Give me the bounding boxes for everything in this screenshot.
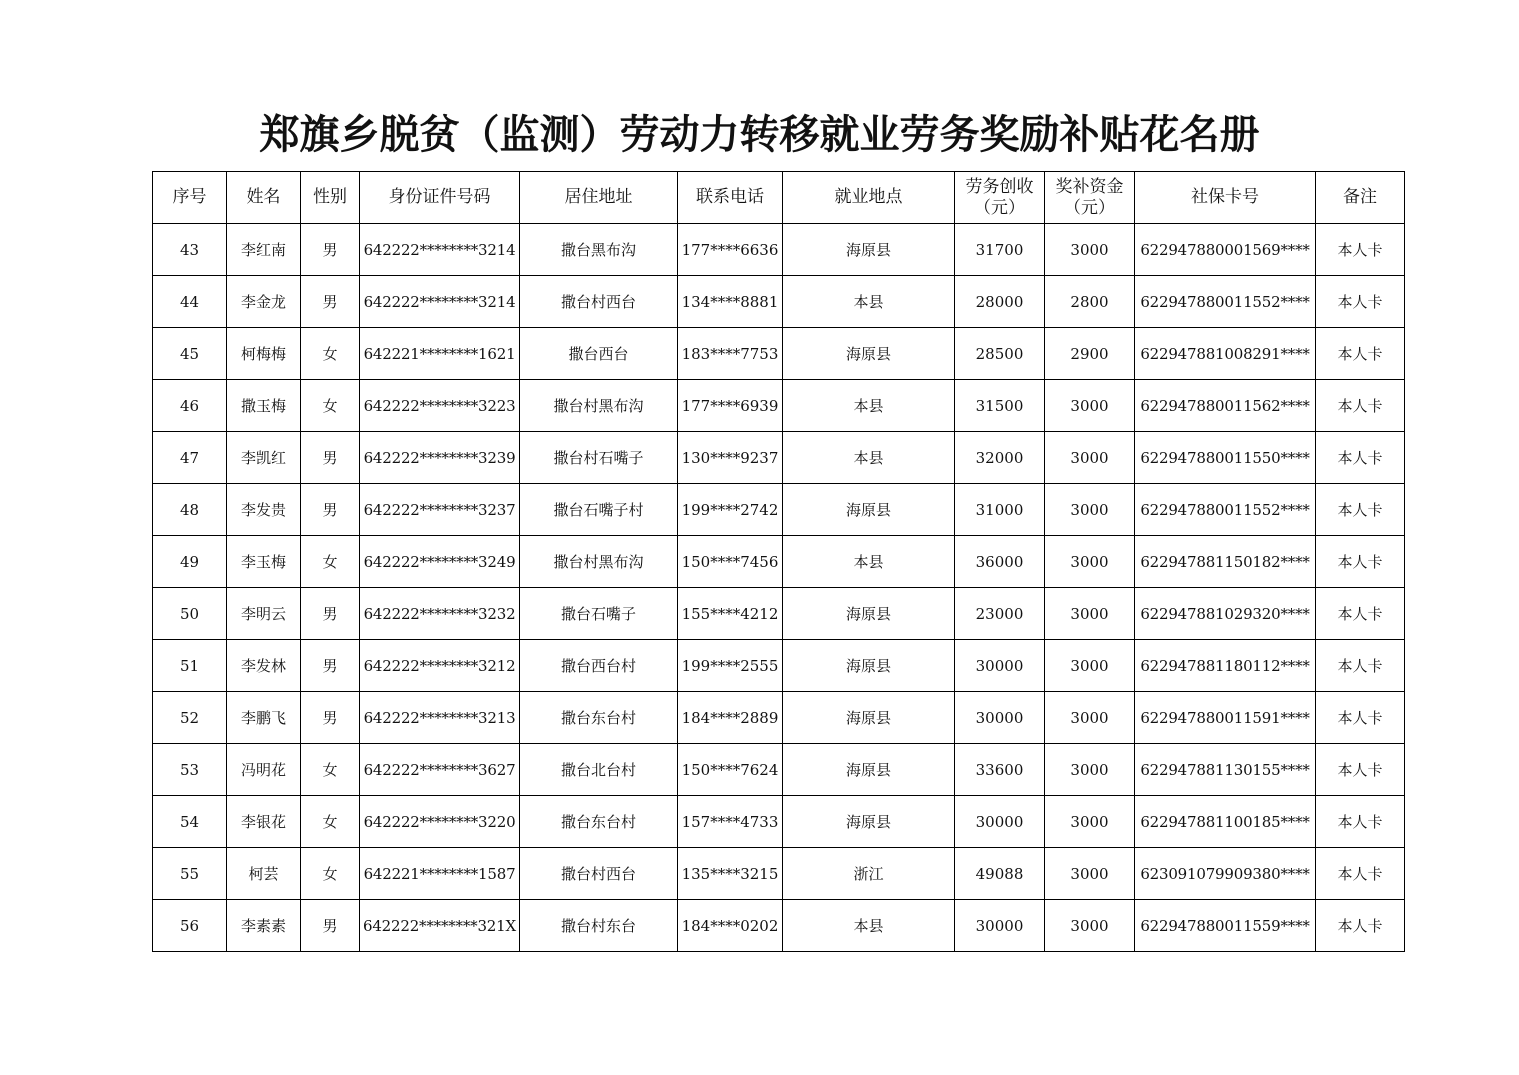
cell-phone: 183****7753 [678, 328, 783, 380]
cell-subsidy: 3000 [1045, 692, 1135, 744]
cell-seq: 51 [153, 640, 227, 692]
cell-card: 622947880011591**** [1135, 692, 1316, 744]
cell-subsidy: 3000 [1045, 432, 1135, 484]
cell-work-place: 本县 [783, 536, 955, 588]
cell-id-number: 642222********3212 [360, 640, 520, 692]
cell-work-place: 本县 [783, 432, 955, 484]
cell-id-number: 642222********3249 [360, 536, 520, 588]
cell-work-place: 本县 [783, 380, 955, 432]
cell-name: 李鹏飞 [227, 692, 301, 744]
table-row [153, 328, 1405, 380]
cell-name: 撒玉梅 [227, 380, 301, 432]
cell-income: 30000 [955, 900, 1045, 952]
cell-name: 李发贵 [227, 484, 301, 536]
cell-seq: 50 [153, 588, 227, 640]
cell-seq: 44 [153, 276, 227, 328]
header-income-line1: 劳务创收 [965, 176, 1034, 197]
cell-subsidy: 3000 [1045, 484, 1135, 536]
cell-seq: 55 [153, 848, 227, 900]
cell-id-number: 642222********3214 [360, 276, 520, 328]
cell-income: 30000 [955, 640, 1045, 692]
cell-card: 622947881150182**** [1135, 536, 1316, 588]
table-row [153, 692, 1405, 744]
cell-subsidy: 3000 [1045, 224, 1135, 276]
header-row [153, 172, 1405, 224]
cell-address: 撒台东台村 [520, 692, 678, 744]
cell-gender: 女 [301, 328, 360, 380]
cell-seq: 43 [153, 224, 227, 276]
cell-phone: 199****2742 [678, 484, 783, 536]
cell-work-place: 海原县 [783, 744, 955, 796]
cell-name: 柯芸 [227, 848, 301, 900]
cell-seq: 54 [153, 796, 227, 848]
cell-card: 622947881029320**** [1135, 588, 1316, 640]
cell-remark: 本人卡 [1316, 692, 1405, 744]
table-row [153, 536, 1405, 588]
cell-id-number: 642222********3627 [360, 744, 520, 796]
cell-work-place: 海原县 [783, 692, 955, 744]
cell-income: 23000 [955, 588, 1045, 640]
cell-phone: 150****7624 [678, 744, 783, 796]
header-card: 社保卡号 [1135, 172, 1316, 224]
header-seq: 序号 [153, 172, 227, 224]
header-address: 居住地址 [520, 172, 678, 224]
cell-subsidy: 3000 [1045, 380, 1135, 432]
cell-id-number: 642222********3213 [360, 692, 520, 744]
cell-address: 撒台村黑布沟 [520, 536, 678, 588]
cell-card: 622947880011552**** [1135, 276, 1316, 328]
cell-income: 30000 [955, 692, 1045, 744]
cell-gender: 男 [301, 432, 360, 484]
table-row [153, 640, 1405, 692]
cell-id-number: 642222********3223 [360, 380, 520, 432]
cell-work-place: 浙江 [783, 848, 955, 900]
cell-name: 李金龙 [227, 276, 301, 328]
cell-address: 撒台北台村 [520, 744, 678, 796]
cell-gender: 男 [301, 276, 360, 328]
cell-income: 33600 [955, 744, 1045, 796]
cell-remark: 本人卡 [1316, 900, 1405, 952]
cell-income: 28500 [955, 328, 1045, 380]
cell-id-number: 642222********3232 [360, 588, 520, 640]
cell-card: 622947881130155**** [1135, 744, 1316, 796]
cell-income: 31000 [955, 484, 1045, 536]
header-id-number: 身份证件号码 [360, 172, 520, 224]
cell-subsidy: 3000 [1045, 848, 1135, 900]
cell-income: 28000 [955, 276, 1045, 328]
cell-work-place: 海原县 [783, 640, 955, 692]
cell-gender: 女 [301, 744, 360, 796]
table-row [153, 796, 1405, 848]
cell-work-place: 本县 [783, 900, 955, 952]
cell-income: 30000 [955, 796, 1045, 848]
cell-gender: 男 [301, 640, 360, 692]
cell-name: 冯明花 [227, 744, 301, 796]
cell-gender: 男 [301, 588, 360, 640]
cell-remark: 本人卡 [1316, 224, 1405, 276]
cell-address: 撒台石嘴子 [520, 588, 678, 640]
cell-name: 李银花 [227, 796, 301, 848]
header-phone: 联系电话 [678, 172, 783, 224]
cell-work-place: 海原县 [783, 484, 955, 536]
cell-gender: 男 [301, 692, 360, 744]
cell-address: 撒台黑布沟 [520, 224, 678, 276]
cell-remark: 本人卡 [1316, 588, 1405, 640]
cell-phone: 177****6939 [678, 380, 783, 432]
cell-id-number: 642222********3237 [360, 484, 520, 536]
cell-remark: 本人卡 [1316, 380, 1405, 432]
cell-gender: 男 [301, 484, 360, 536]
cell-card: 622947880011550**** [1135, 432, 1316, 484]
cell-work-place: 海原县 [783, 796, 955, 848]
cell-gender: 男 [301, 900, 360, 952]
roster-body [153, 224, 1405, 952]
header-income [955, 172, 1045, 224]
cell-address: 撒台西台村 [520, 640, 678, 692]
cell-name: 李素素 [227, 900, 301, 952]
cell-phone: 155****4212 [678, 588, 783, 640]
cell-remark: 本人卡 [1316, 536, 1405, 588]
cell-address: 撒台村西台 [520, 848, 678, 900]
cell-seq: 53 [153, 744, 227, 796]
cell-phone: 135****3215 [678, 848, 783, 900]
cell-address: 撒台东台村 [520, 796, 678, 848]
cell-gender: 女 [301, 796, 360, 848]
header-income-line2: （元） [974, 197, 1025, 218]
cell-phone: 177****6636 [678, 224, 783, 276]
cell-seq: 45 [153, 328, 227, 380]
cell-address: 撒台村西台 [520, 276, 678, 328]
table-row [153, 588, 1405, 640]
cell-card: 622947880001569**** [1135, 224, 1316, 276]
cell-address: 撒台村东台 [520, 900, 678, 952]
header-name: 姓名 [227, 172, 301, 224]
cell-card: 622947880011562**** [1135, 380, 1316, 432]
roster-table [152, 171, 1405, 952]
cell-subsidy: 3000 [1045, 640, 1135, 692]
cell-id-number: 642222********3214 [360, 224, 520, 276]
cell-gender: 女 [301, 536, 360, 588]
cell-gender: 女 [301, 848, 360, 900]
cell-address: 撒台石嘴子村 [520, 484, 678, 536]
cell-name: 柯梅梅 [227, 328, 301, 380]
cell-work-place: 海原县 [783, 224, 955, 276]
cell-gender: 女 [301, 380, 360, 432]
cell-name: 李明云 [227, 588, 301, 640]
cell-card: 622947881100185**** [1135, 796, 1316, 848]
cell-remark: 本人卡 [1316, 796, 1405, 848]
cell-remark: 本人卡 [1316, 640, 1405, 692]
cell-income: 31500 [955, 380, 1045, 432]
cell-id-number: 642222********3239 [360, 432, 520, 484]
cell-id-number: 642222********3220 [360, 796, 520, 848]
cell-phone: 157****4733 [678, 796, 783, 848]
cell-work-place: 本县 [783, 276, 955, 328]
cell-address: 撒台村石嘴子 [520, 432, 678, 484]
cell-subsidy: 3000 [1045, 900, 1135, 952]
cell-work-place: 海原县 [783, 588, 955, 640]
cell-name: 李玉梅 [227, 536, 301, 588]
cell-id-number: 642221********1587 [360, 848, 520, 900]
table-row [153, 848, 1405, 900]
header-subsidy-line1: 奖补资金 [1055, 176, 1124, 197]
cell-card: 622947880011559**** [1135, 900, 1316, 952]
cell-work-place: 海原县 [783, 328, 955, 380]
cell-card: 623091079909380**** [1135, 848, 1316, 900]
cell-subsidy: 2900 [1045, 328, 1135, 380]
cell-card: 622947881180112**** [1135, 640, 1316, 692]
cell-remark: 本人卡 [1316, 276, 1405, 328]
header-gender: 性别 [301, 172, 360, 224]
cell-card: 622947881008291**** [1135, 328, 1316, 380]
cell-remark: 本人卡 [1316, 744, 1405, 796]
header-subsidy-line2: （元） [1064, 197, 1115, 218]
cell-phone: 184****0202 [678, 900, 783, 952]
cell-subsidy: 3000 [1045, 588, 1135, 640]
table-row [153, 432, 1405, 484]
cell-name: 李红南 [227, 224, 301, 276]
table-row [153, 484, 1405, 536]
page-title: 郑旗乡脱贫（监测）劳动力转移就业劳务奖励补贴花名册 [259, 111, 1260, 158]
cell-phone: 134****8881 [678, 276, 783, 328]
cell-remark: 本人卡 [1316, 432, 1405, 484]
cell-name: 李发林 [227, 640, 301, 692]
cell-income: 36000 [955, 536, 1045, 588]
cell-seq: 46 [153, 380, 227, 432]
table-row [153, 224, 1405, 276]
cell-subsidy: 3000 [1045, 536, 1135, 588]
cell-name: 李凯红 [227, 432, 301, 484]
cell-id-number: 642221********1621 [360, 328, 520, 380]
cell-address: 撒台西台 [520, 328, 678, 380]
cell-subsidy: 3000 [1045, 796, 1135, 848]
cell-phone: 130****9237 [678, 432, 783, 484]
cell-seq: 56 [153, 900, 227, 952]
cell-phone: 184****2889 [678, 692, 783, 744]
cell-seq: 49 [153, 536, 227, 588]
cell-phone: 150****7456 [678, 536, 783, 588]
cell-seq: 47 [153, 432, 227, 484]
header-remark: 备注 [1316, 172, 1405, 224]
table-row [153, 276, 1405, 328]
cell-remark: 本人卡 [1316, 328, 1405, 380]
cell-address: 撒台村黑布沟 [520, 380, 678, 432]
table-row [153, 900, 1405, 952]
header-subsidy [1045, 172, 1135, 224]
header-work-place: 就业地点 [783, 172, 955, 224]
cell-phone: 199****2555 [678, 640, 783, 692]
cell-subsidy: 2800 [1045, 276, 1135, 328]
cell-income: 49088 [955, 848, 1045, 900]
cell-seq: 48 [153, 484, 227, 536]
cell-gender: 男 [301, 224, 360, 276]
cell-subsidy: 3000 [1045, 744, 1135, 796]
cell-income: 32000 [955, 432, 1045, 484]
cell-card: 622947880011552**** [1135, 484, 1316, 536]
cell-remark: 本人卡 [1316, 848, 1405, 900]
cell-id-number: 642222********321X [360, 900, 520, 952]
table-row [153, 380, 1405, 432]
cell-income: 31700 [955, 224, 1045, 276]
cell-remark: 本人卡 [1316, 484, 1405, 536]
table-row [153, 744, 1405, 796]
cell-seq: 52 [153, 692, 227, 744]
